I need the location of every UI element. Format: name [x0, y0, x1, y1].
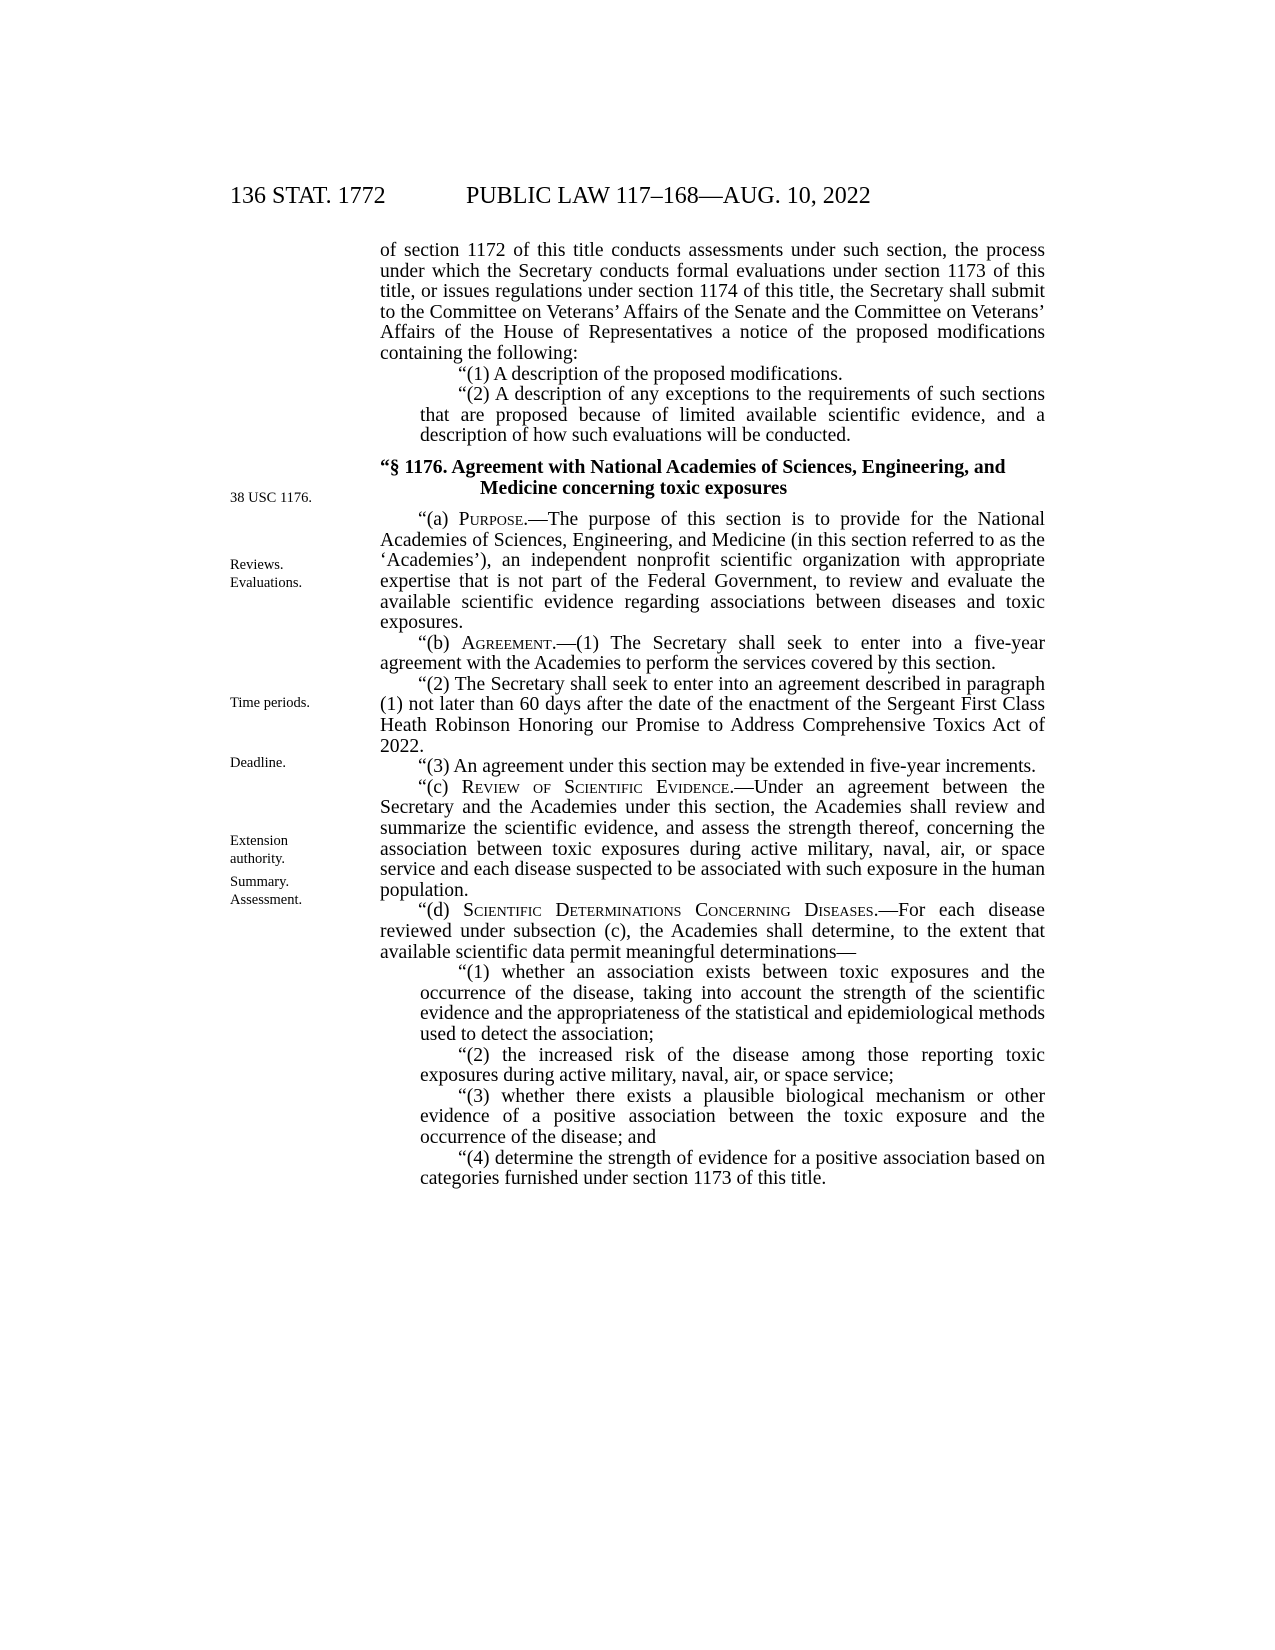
- margin-note-time-periods: Time periods.: [230, 695, 311, 711]
- subsection-d-paragraph-3: “(3) whether there exists a plausible biological mechanism or other evidence of a positive association between the toxic exposure and the occurrence of the disease; and: [420, 1085, 1045, 1148]
- subsection-b-paragraph-3: “(3) An agreement under this section may be extended in five-year increments.: [418, 756, 1037, 778]
- margin-note-evaluations: Evaluations.: [230, 575, 303, 591]
- margin-note-summary: Summary.: [230, 874, 290, 890]
- subsection-b-caption: Agreement: [461, 632, 552, 654]
- margin-note-assessment: Assessment.: [230, 892, 303, 908]
- subsection-d-paragraph-1: “(1) whether an association exists between toxic exposures and the occurrence of the disease, taking into account the strength of the scientific evidence and the appropriateness of the statistical and epidemiological methods used to detect the association;: [420, 962, 1045, 1045]
- subsection-b-lead: “(b): [418, 632, 462, 654]
- subsection-c-caption: Review of Scientific Evidence: [461, 776, 730, 798]
- margin-note-authority: authority.: [230, 851, 286, 867]
- subsection-c-review: [380, 778, 1045, 902]
- margin-note-extension: Extension: [230, 833, 288, 849]
- subsection-a-purpose: [380, 510, 1045, 634]
- subsection-d-paragraph-4: “(4) determine the strength of evidence for a positive association based on categories furnished under section 1173 of this title.: [420, 1147, 1045, 1190]
- subsection-b-paragraph-2: “(2) The Secretary shall seek to enter into an agreement described in paragraph (1) not later than 60 days after the date of the enactment of the Sergeant First Class Heath Robinson Honoring our Promise to Address Comprehensive Toxics Act of 2022.: [380, 673, 1045, 757]
- margin-note-reviews: Reviews.: [230, 557, 284, 573]
- subsection-a-caption: Purpose: [458, 509, 524, 531]
- subsection-a-lead: “(a): [418, 509, 459, 531]
- margin-note-usc: 38 USC 1176.: [230, 490, 313, 506]
- statute-page-number: 136 STAT. 1772: [230, 183, 386, 209]
- subsection-b-agreement: [380, 634, 1045, 675]
- subsection-c-text: .—Under an agreement between the Secretary and the Academies under this section, the Academies shall review and summarize the scientific evidence, and assess the strength thereof, concerning the association between toxic exposures during active military, naval, air, or space service and each disease suspected to be associated with such exposure in the human population.: [380, 776, 1045, 901]
- subsection-a-text: .—The purpose of this section is to provide for the National Academies of Sciences, Engineering, and Medicine (in this section referred to as the ‘Academies’), an independent nonprofit scientific organization with appropriate expertise that is not part of the Federal Government, to review and evaluate the available scientific evidence regarding associations between diseases and toxic exposures.: [380, 509, 1045, 634]
- subsection-d-caption: Scientific Determinations Concerning Diseases: [463, 900, 874, 922]
- paragraph-1-modifications: “(1) A description of the proposed modifications.: [458, 363, 843, 385]
- intro-paragraph: of section 1172 of this title conducts assessments under such section, the process under which the Secretary conducts formal evaluations under section 1173 of this title, or issues regulations under section 1174 of this title, the Secretary shall submit to the Committee on Veterans’ Affairs of the Senate and the Committee on Veterans’ Affairs of the House of Representatives a notice of the proposed modifications containing the following:: [380, 240, 1045, 364]
- subsection-d-text: .—For each disease reviewed under subsection (c), the Academies shall determine, to the extent that available scientific data permit meaningful determinations—: [380, 900, 1045, 963]
- subsection-d-determinations: [380, 901, 1045, 963]
- margin-note-deadline: Deadline.: [230, 755, 286, 771]
- subsection-d-lead: “(d): [418, 900, 464, 922]
- subsection-d-paragraph-2: “(2) the increased risk of the disease among those reporting toxic exposures during active military, naval, air, or space service;: [420, 1044, 1045, 1087]
- statute-body: [380, 241, 1045, 1190]
- paragraph-2-exceptions: “(2) A description of any exceptions to the requirements of such sections that are proposed because of limited available scientific evidence, and a description of how such evaluations will be conducted.: [420, 384, 1045, 447]
- subsection-c-lead: “(c): [418, 776, 462, 798]
- subsection-b-text: .—(1) The Secretary shall seek to enter into a five-year agreement with the Academies to perform the services covered by this section.: [380, 632, 1046, 675]
- section-1176-heading: “§ 1176. Agreement with National Academies of Sciences, Engineering, and Medicine concerning toxic exposures: [380, 456, 1006, 499]
- running-head: PUBLIC LAW 117–168—AUG. 10, 2022: [466, 183, 871, 209]
